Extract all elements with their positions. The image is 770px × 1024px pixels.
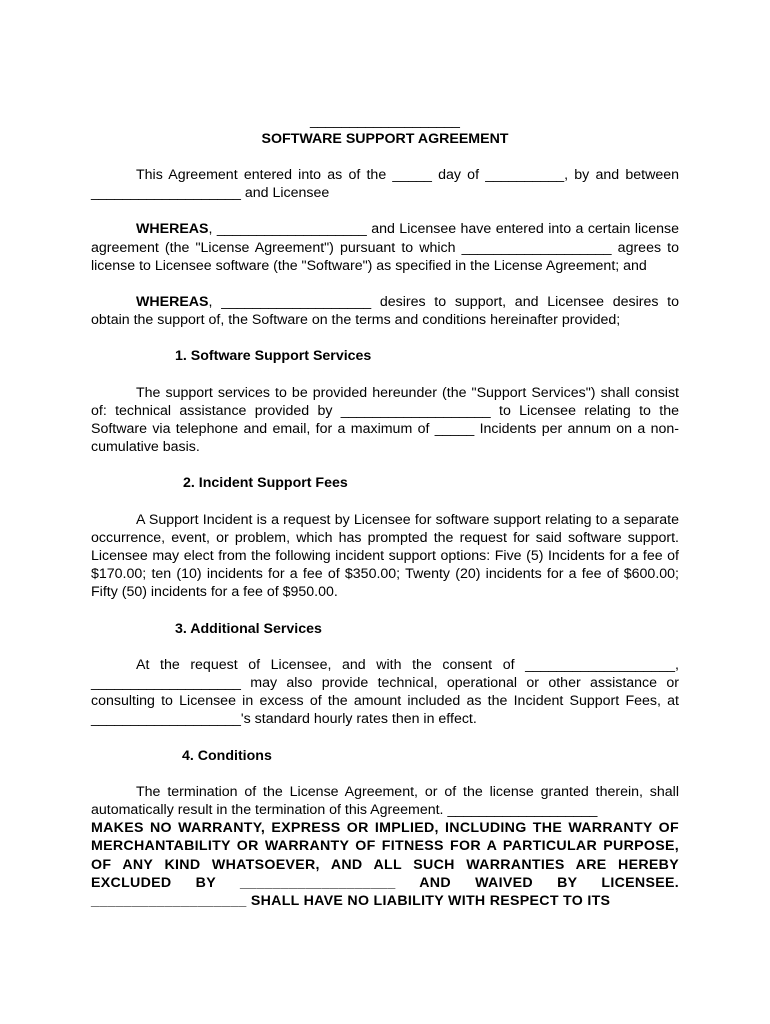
whereas-text: , ___________________ and Licensee have entered into a certain license agreement (the "License Agreement") pursuant to which ___________________ agrees to license to Licensee software (the "Software") as specified in the License Agreement; and xyxy=(91,221,679,274)
document-title: SOFTWARE SUPPORT AGREEMENT xyxy=(261,131,509,147)
document-page xyxy=(91,112,679,910)
whereas-label: WHEREAS xyxy=(136,294,209,311)
whereas-paragraph-2 xyxy=(91,293,679,329)
section-heading-1: 1. Software Support Services xyxy=(175,348,372,365)
section-body-4: The termination of the License Agreement, or of the license granted therein, shall automatically result in the termination of this Agreement. ___________________ xyxy=(91,783,679,819)
intro-paragraph: This Agreement entered into as of the _____ day of __________, by and between ___________________ and Licensee xyxy=(91,167,679,202)
section-body-3: At the request of Licensee, and with the consent of ___________________, ___________________ may also provide technical, operational or other assistance or consulting to Licensee in excess of the amount included as the Incident Support Fees, at ___________________'s standard hourly rates then in effect. xyxy=(91,656,679,728)
whereas-text: , ___________________ desires to support, and Licensee desires to obtain the support of, the Software on the terms and conditions hereinafter provided; xyxy=(91,294,679,329)
section-heading-3: 3. Additional Services xyxy=(175,620,322,637)
section-body-1: The support services to be provided hereunder (the "Support Services") shall consist of: technical assistance provided by ___________________ to Licensee relating to the Software via telephone and email, for a maximum of _____ Incidents per annum on a non-cumulative basis. xyxy=(91,384,679,456)
whereas-paragraph-1 xyxy=(91,220,679,275)
top-blank-line: ___________________ xyxy=(310,113,460,129)
whereas-label: WHEREAS xyxy=(136,221,209,238)
section-heading-2: 2. Incident Support Fees xyxy=(183,475,348,492)
warranty-disclaimer: MAKES NO WARRANTY, EXPRESS OR IMPLIED, INCLUDING THE WARRANTY OF MERCHANTABILITY OR WARRANTY OF FITNESS FOR A PARTICULAR PURPOSE, OF ANY KIND WHATSOEVER, AND ALL SUCH WARRANTIES ARE HEREBY EXCLUDED BY ___________________ AND WAIVED BY LICENSEE. ___________________ SHALL HAVE NO LIABILITY WITH RESPECT TO ITS xyxy=(91,820,679,910)
section-body-2: A Support Incident is a request by Licensee for software support relating to a separate occurrence, event, or problem, which has prompted the request for said software support. Licensee may elect from the following incident support options: Five (5) Incidents for a fee of $170.00; ten (10) incidents for a fee of $350.00; Twenty (20) incidents for a fee of $600.00; Fifty (50) incidents for a fee of $950.00. xyxy=(91,511,679,601)
section-heading-4: 4. Conditions xyxy=(182,747,272,764)
